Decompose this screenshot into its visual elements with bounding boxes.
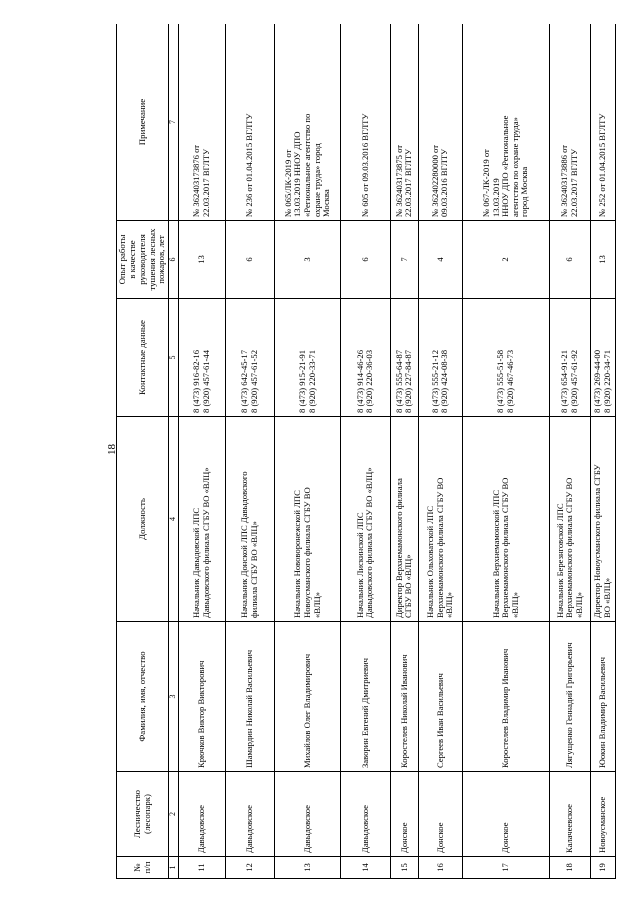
contacts-cell: 8 (473) 654-91-21 8 (920) 457-61-92 [550, 299, 590, 417]
row-number: 11 [179, 857, 226, 879]
table-body [179, 24, 616, 879]
experience-cell: 7 [390, 221, 419, 299]
table-row [462, 24, 550, 879]
row-number: 13 [275, 857, 341, 879]
header-num: № п/п [117, 857, 169, 879]
full-name-cell: Коростелев Николай Иванович [390, 622, 419, 772]
full-name-cell: Сергеев Иван Васильевич [419, 622, 462, 772]
position-cell: Начальник Верхнемамонской ЛПС Верхнемамонского филиала СГБУ ВО «ВЛЦ» [462, 417, 550, 622]
contacts-cell: 8 (473) 269-44-00 8 (920) 220-34-71 [590, 299, 615, 417]
full-name-cell: Крючков Виктор Викторович [179, 622, 226, 772]
header-row [117, 24, 169, 879]
forest-fire-managers-table [116, 24, 616, 879]
header-experience: Опыт работы в качестве руководителя тушения лесных пожаров, лет [117, 221, 169, 299]
position-cell: Начальник Нововоронежской ЛПС Новоусманского филиала СГБУ ВО «ВЛЦ» [275, 417, 341, 622]
table-row [225, 24, 275, 879]
table-row [419, 24, 462, 879]
column-number: 5 [169, 299, 179, 417]
table-row [550, 24, 590, 879]
row-number: 17 [462, 857, 550, 879]
table-row [341, 24, 391, 879]
table-row [275, 24, 341, 879]
forestry-cell: Калачеевское [550, 772, 590, 857]
note-cell: № 36240317З876 от 22.03.2017 ВГЛТУ [179, 24, 226, 221]
note-cell: № 36240317З886 от 22.03.2017 ВГЛТУ [550, 24, 590, 221]
full-name-cell: Лягущенко Геннадий Григорьевич [550, 622, 590, 772]
experience-cell: 13 [179, 221, 226, 299]
position-cell: Начальник Давыдовской ЛПС Давыдовского филиала СГБУ ВО «ВЛЦ» [179, 417, 226, 622]
note-cell: № 252 от 01.04.2015 ВГЛТУ [590, 24, 615, 221]
table-row [179, 24, 226, 879]
contacts-cell: 8 (473) 916-82-16 8 (920) 457-61-44 [179, 299, 226, 417]
position-cell: Директор Новоусманского филиала СГБУ ВО «ВЛЦ» [590, 417, 615, 622]
contacts-cell: 8 (473) 642-45-17 8 (920) 457-61-52 [225, 299, 275, 417]
row-number: 14 [341, 857, 391, 879]
column-number: 3 [169, 622, 179, 772]
contacts-cell: 8 (473) 555-21-12 8 (920) 424-08-38 [419, 299, 462, 417]
column-number: 7 [169, 24, 179, 221]
experience-cell: 4 [419, 221, 462, 299]
position-cell: Начальник Березнговской ЛПС Верхнемамонского филиала СГБУ ВО «ВЛЦ» [550, 417, 590, 622]
position-cell: Начальник Донской ЛПС Давыдовского филиала СГБУ ВО «ВЛЦ» [225, 417, 275, 622]
column-number: 4 [169, 417, 179, 622]
table-row [390, 24, 419, 879]
column-number: 6 [169, 221, 179, 299]
forestry-cell: Давыдовское [225, 772, 275, 857]
header-name: Фамилия, имя, отчество [117, 622, 169, 772]
note-cell: № 236 от 01.04.2015 ВГЛТУ [225, 24, 275, 221]
column-number: 2 [169, 772, 179, 857]
column-number: 1 [169, 857, 179, 879]
full-name-cell: Юокин Владимир Васильевич [590, 622, 615, 772]
forestry-cell: Давыдовское [179, 772, 226, 857]
header-position: Должность [117, 417, 169, 622]
forestry-cell: Донское [462, 772, 550, 857]
header-forestry: Лесничество (лесопарк) [117, 772, 169, 857]
row-number: 15 [390, 857, 419, 879]
note-cell: № 067-ЛК-2019 от 13.03.2019 ННОУ ДПО «Региональное агентство по охране труда» город Москва [462, 24, 550, 221]
experience-cell: 13 [590, 221, 615, 299]
note-cell: № 605 от 09.03.2016 ВГЛТУ [341, 24, 391, 221]
contacts-cell: 8 (473) 914-46-26 8 (920) 220-36-03 [341, 299, 391, 417]
row-number: 18 [550, 857, 590, 879]
column-number-row [169, 24, 179, 879]
full-name-cell: Михайлов Олег Владимирович [275, 622, 341, 772]
full-name-cell: Шамардин Николай Васильевич [225, 622, 275, 772]
note-cell: № 362402280000 от 09.03.2016 ВГЛТУ [419, 24, 462, 221]
header-contacts: Контактные данные [117, 299, 169, 417]
experience-cell: 6 [225, 221, 275, 299]
note-cell: № 065/ЛК-2019 от 13.03.2019 ННОУ ДПО «Региональное агентство по охране труда» город Москва [275, 24, 341, 221]
full-name-cell: Заворин Евгений Дмитриевич [341, 622, 391, 772]
row-number: 12 [225, 857, 275, 879]
full-name-cell: Коростелев Владимир Иванович [462, 622, 550, 772]
document-table-area [116, 24, 616, 879]
experience-cell: 6 [550, 221, 590, 299]
position-cell: Начальник Лискинской ЛПС Давыдовского филиала СГБУ ВО «ВЛЦ» [341, 417, 391, 622]
contacts-cell: 8 (473) 555-51-58 8 (920) 467-46-73 [462, 299, 550, 417]
forestry-cell: Новоусманское [590, 772, 615, 857]
experience-cell: 2 [462, 221, 550, 299]
experience-cell: 3 [275, 221, 341, 299]
header-note: Примечание [117, 24, 169, 221]
forestry-cell: Донское [390, 772, 419, 857]
position-cell: Директор Верхнемамонского филиала СГБУ ВО «ВЛЦ» [390, 417, 419, 622]
forestry-cell: Давыдовское [341, 772, 391, 857]
position-cell: Начальник Ольховатской ЛПС Верхнемамонского филиала СГБУ ВО «ВЛЦ» [419, 417, 462, 622]
row-number: 19 [590, 857, 615, 879]
note-cell: № 36240317З875 от 22.03.2017 ВГЛТУ [390, 24, 419, 221]
row-number: 16 [419, 857, 462, 879]
contacts-cell: 8 (473) 915-21-91 8 (920) 220-33-71 [275, 299, 341, 417]
page-number: 18 [106, 444, 118, 455]
table-row [590, 24, 615, 879]
forestry-cell: Донское [419, 772, 462, 857]
contacts-cell: 8 (473) 555-64-87 8 (920) 227-84-87 [390, 299, 419, 417]
experience-cell: 6 [341, 221, 391, 299]
forestry-cell: Давыдовское [275, 772, 341, 857]
